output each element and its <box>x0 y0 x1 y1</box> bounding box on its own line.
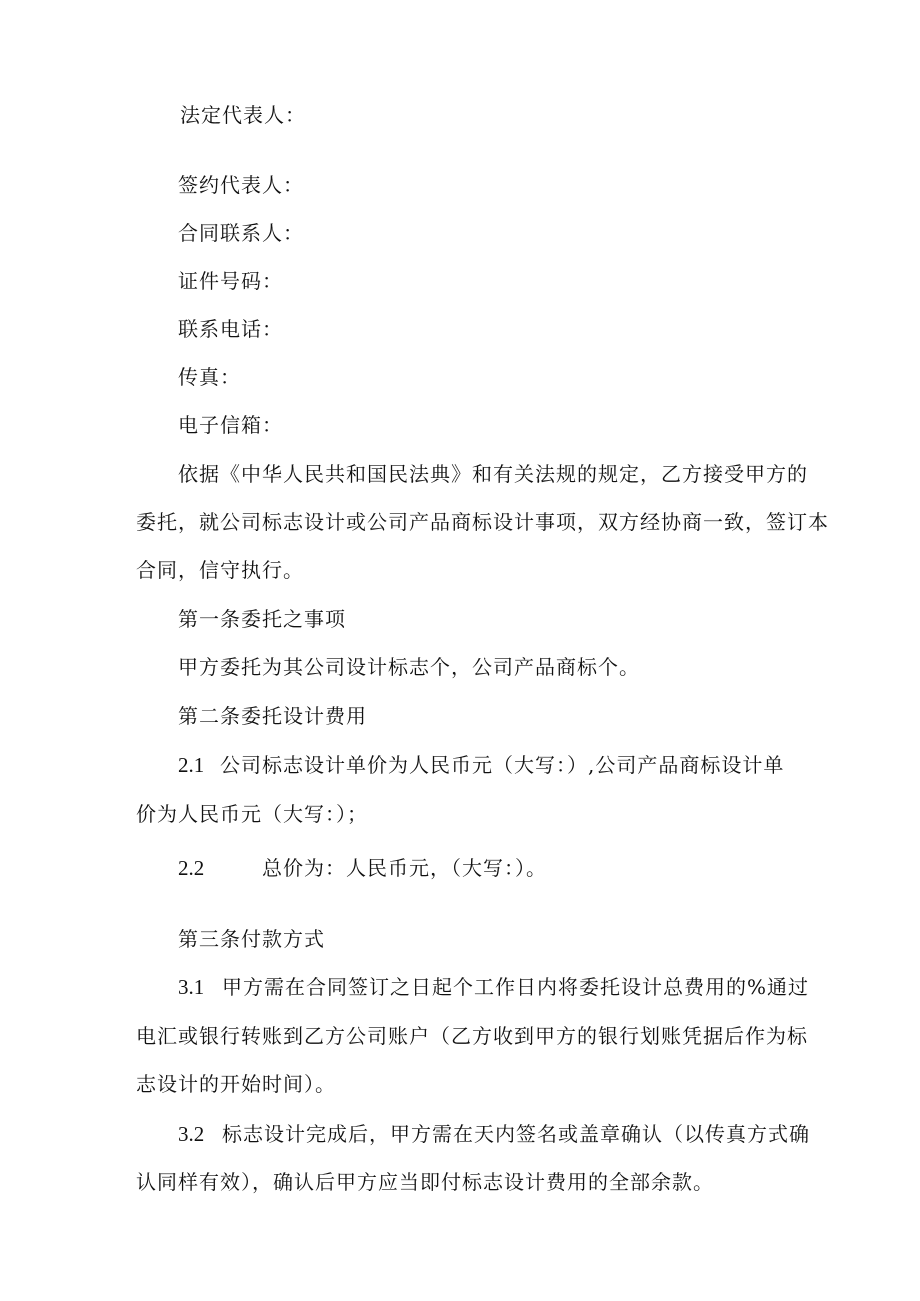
field-phone: 联系电话： <box>178 317 283 341</box>
field-fax: 传真： <box>178 365 241 389</box>
clause-3-1-line-1: 甲方需在合同签订之日起个工作日内将委托设计总费用的%通过 <box>222 975 810 999</box>
field-id-number: 证件号码： <box>178 269 283 293</box>
intro-line-3: 合同，信守执行。 <box>136 558 304 582</box>
clause-3-1-number: 3.1 <box>178 975 205 999</box>
field-email: 电子信箱： <box>178 413 283 437</box>
field-signing-representative: 签约代表人： <box>178 173 304 197</box>
intro-line-2: 委托，就公司标志设计或公司产品商标设计事项，双方经协商一致，签订本 <box>136 510 829 534</box>
clause-3-2-line-2: 认同样有效），确认后甲方应当即付标志设计费用的全部余款。 <box>136 1170 714 1194</box>
clause-3-2-number: 3.2 <box>178 1122 205 1146</box>
article-3-title: 第三条付款方式 <box>178 927 325 951</box>
field-legal-representative: 法定代表人： <box>180 103 306 127</box>
clause-2-2-number: 2.2 <box>178 856 205 880</box>
intro-line-1: 依据《中华人民共和国民法典》和有关法规的规定，乙方接受甲方的 <box>178 462 808 486</box>
clause-3-2-line-1: 标志设计完成后，甲方需在天内签名或盖章确认（以传真方式确 <box>222 1122 810 1146</box>
clause-2-2-text: 总价为：人民币元，（大写：）。 <box>262 856 547 880</box>
article-1-title: 第一条委托之事项 <box>178 607 346 631</box>
clause-3-1-line-3: 志设计的开始时间）。 <box>136 1072 336 1096</box>
clause-2-1-line-2: 价为人民币元（大写：）； <box>136 802 368 826</box>
clause-3-1-line-2: 电汇或银行转账到乙方公司账户（乙方收到甲方的银行划账凭据后作为标 <box>136 1024 808 1048</box>
clause-2-1-number: 2.1 <box>178 753 205 777</box>
field-contract-contact: 合同联系人： <box>178 221 304 245</box>
clause-2-1-line-1: 公司标志设计单价为人民币元（大写：）,公司产品商标设计单 <box>220 753 785 777</box>
article-1-body: 甲方委托为其公司设计标志个，公司产品商标个。 <box>178 655 640 679</box>
article-2-title: 第二条委托设计费用 <box>178 704 367 728</box>
